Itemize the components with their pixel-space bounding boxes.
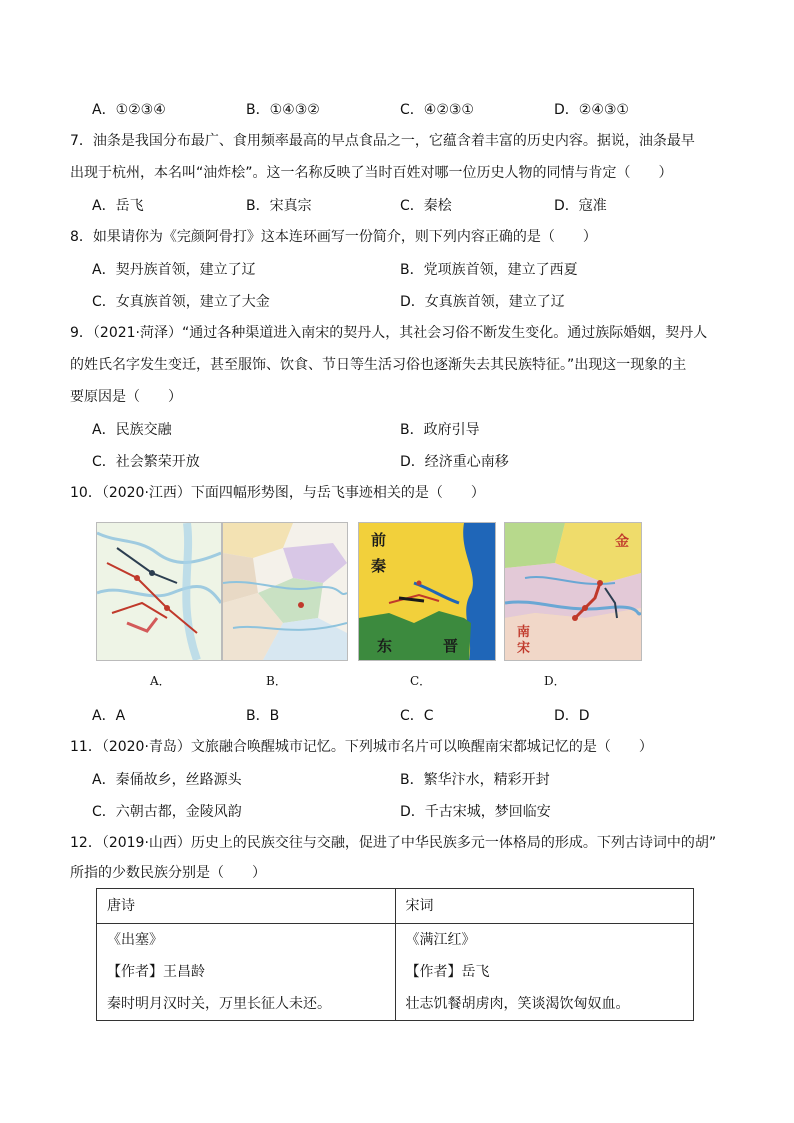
map-a-graphic: [97, 523, 221, 660]
option-b[interactable]: B．繁华汴水，精彩开封: [400, 772, 550, 788]
option-c[interactable]: C．社会繁荣开放: [92, 454, 200, 470]
poem-line: 壮志饥餐胡虏肉，笑谈渴饮匈奴血。: [405, 996, 630, 1012]
option-c[interactable]: C．④②③①: [400, 102, 474, 118]
q12-stem-line2: 所指的少数民族分别是（ ）: [70, 865, 266, 881]
map-d-label-jin: 金: [615, 534, 629, 550]
map-c-label-qin: 秦: [371, 557, 387, 575]
q11-options-row1: [0, 768, 794, 792]
option-a[interactable]: A．民族交融: [92, 422, 172, 438]
song-ci-cell: [395, 924, 694, 1021]
map-c-label-qian: 前: [371, 531, 387, 549]
option-d[interactable]: D．D: [554, 708, 590, 724]
option-c[interactable]: C．C: [400, 708, 434, 724]
poem-title: 《出塞》: [107, 932, 163, 948]
header-song-ci: 宋词: [395, 889, 694, 924]
map-c-label-jin: 晋: [443, 637, 459, 655]
option-b[interactable]: B．B: [246, 708, 280, 724]
option-b[interactable]: B．①④③②: [246, 102, 320, 118]
map-c: [358, 522, 496, 661]
q11-options-row2: [0, 800, 794, 824]
q10-options: [0, 704, 794, 728]
q7-options: [0, 194, 794, 218]
map-d-label-song: 宋: [517, 641, 531, 656]
option-c[interactable]: C．六朝古都，金陵风韵: [92, 804, 242, 820]
poem-line: 秦时明月汉时关，万里长征人未还。: [107, 996, 331, 1012]
q7-stem-line1: 7．油条是我国分布最广、食用频率最高的早点食品之一，它蕴含着丰富的历史内容。据说，油条最早: [70, 133, 695, 149]
option-c[interactable]: C．女真族首领，建立了大金: [92, 294, 270, 310]
option-d[interactable]: D．寇准: [554, 198, 607, 214]
q9-stem-line2: 的姓氏名字发生变迁，甚至服饰、饮食、节日等生活习俗也逐渐失去其民族特征。”出现这一现象的主: [70, 357, 687, 373]
q9-options-row2: [0, 450, 794, 474]
option-d[interactable]: D．千古宋城，梦回临安: [400, 804, 551, 820]
option-d[interactable]: D．经济重心南移: [400, 454, 509, 470]
option-b[interactable]: B．政府引导: [400, 422, 480, 438]
table-header-row: [97, 889, 694, 924]
map-b-caption: B．: [266, 674, 287, 688]
q9-stem-line3: 要原因是（ ）: [70, 389, 182, 405]
header-tang-poem: 唐诗: [97, 889, 396, 924]
map-d: [504, 522, 642, 661]
option-d[interactable]: D．②④③①: [554, 102, 629, 118]
q7-stem-line2: 出现于杭州，本名叫“油炸桧”。这一名称反映了当时百姓对哪一位历史人物的同情与肯定（ ）: [70, 165, 673, 181]
map-a-caption: A．: [150, 674, 171, 688]
q8-options-row1: [0, 258, 794, 282]
q6-options: [0, 98, 794, 122]
q8-options-row2: [0, 290, 794, 314]
map-c-caption: C．: [410, 674, 432, 688]
poem-author: 【作者】王昌龄: [107, 964, 205, 980]
poem-title: 《满江红》: [405, 932, 476, 948]
option-b[interactable]: B．宋真宗: [246, 198, 312, 214]
map-d-label-nan: 南: [517, 625, 531, 640]
option-a[interactable]: A．①②③④: [92, 102, 166, 118]
poem-table: [96, 888, 694, 1021]
option-a[interactable]: A．岳飞: [92, 198, 144, 214]
q10-stem: 10．（2020·江西）下面四幅形势图，与岳飞事迹相关的是（ ）: [70, 485, 485, 501]
option-a[interactable]: A．秦俑故乡，丝路源头: [92, 772, 242, 788]
q9-options-row1: [0, 418, 794, 442]
option-b[interactable]: B．党项族首领，建立了西夏: [400, 262, 578, 278]
option-a[interactable]: A．契丹族首领，建立了辽: [92, 262, 256, 278]
q8-stem: 8．如果请你为《完颜阿骨打》这本连环画写一份简介，则下列内容正确的是（ ）: [70, 229, 597, 245]
q11-stem: 11．（2020·青岛）文旅融合唤醒城市记忆。下列城市名片可以唤醒南宋都城记忆的是（ ）: [70, 739, 653, 755]
map-c-label-dong: 东: [377, 637, 393, 655]
option-a[interactable]: A．A: [92, 708, 126, 724]
table-row: [97, 924, 694, 1021]
poem-author: 【作者】岳飞: [405, 964, 490, 980]
q9-stem-line1: 9．（2021·菏泽）“通过各种渠道进入南宋的契丹人，其社会习俗不断发生变化。通过族际婚姻，契丹人: [70, 325, 708, 341]
q12-stem-line1: 12．（2019·山西）历史上的民族交往与交融，促进了中华民族多元一体格局的形成。下列古诗词中的胡”: [70, 835, 717, 851]
map-a: [96, 522, 222, 661]
option-d[interactable]: D．女真族首领，建立了辽: [400, 294, 565, 310]
map-d-caption: D．: [544, 674, 566, 688]
option-c[interactable]: C．秦桧: [400, 198, 452, 214]
tang-poem-cell: [97, 924, 396, 1021]
map-b: [222, 522, 348, 661]
map-b-graphic: [223, 523, 347, 660]
